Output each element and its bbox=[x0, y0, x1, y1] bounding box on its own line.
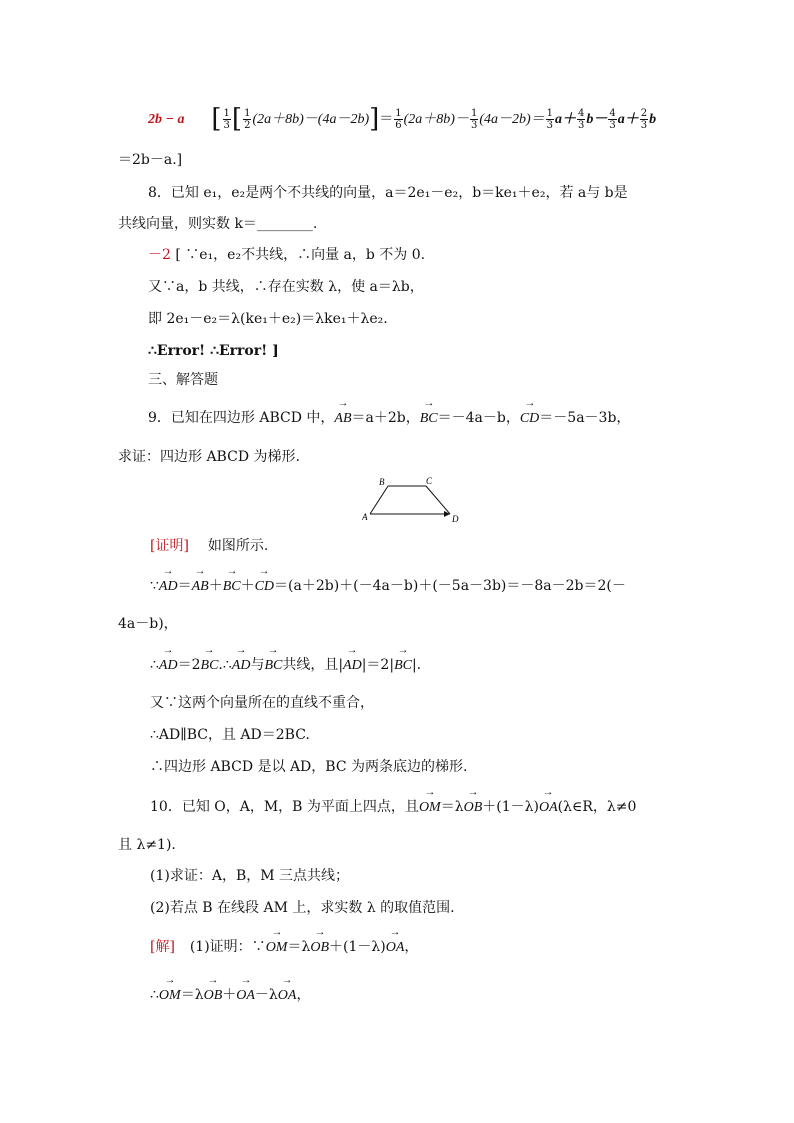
bracket-left: [ bbox=[211, 104, 222, 134]
proof9-line5: ∴AD∥BC，且 AD＝2BC. bbox=[150, 727, 310, 743]
solution-text: ＋(1－λ) bbox=[329, 939, 386, 955]
solution-text: ∴ bbox=[150, 987, 159, 1003]
vector-om: → OM bbox=[159, 986, 181, 1006]
fraction: $\frac{1}{3}$ bbox=[470, 107, 478, 131]
proof9-header bbox=[150, 536, 268, 556]
solution-text: ＝λ bbox=[180, 987, 204, 1003]
vector-bc: → BC bbox=[420, 409, 438, 429]
expression: b－ bbox=[586, 112, 608, 127]
vector-oa: → OA bbox=[278, 986, 297, 1006]
fraction: $\frac{1}{3}$ bbox=[546, 107, 554, 131]
vector-ob: → OB bbox=[310, 938, 329, 958]
proof9-line1 bbox=[150, 576, 626, 597]
question10-text: ＝λ bbox=[440, 799, 464, 815]
fraction: $\frac{1}{3}$ bbox=[223, 107, 230, 131]
question10-part2: (2)若点 B 在线段 AM 上，求实数 λ 的取值范围. bbox=[150, 900, 455, 916]
proof-text: |＝2| bbox=[361, 657, 395, 673]
solution-tag: [解] bbox=[150, 939, 175, 955]
question8-line1: 8．已知 e₁，e₂是两个不共线的向量，a＝2e₁－e₂，b＝ke₁＋e₂，若 a与 b是 bbox=[148, 185, 628, 201]
fraction: $\frac{1}{2}$ bbox=[244, 107, 251, 131]
vector-oa: → OA bbox=[236, 986, 255, 1006]
proof-text: ∵ bbox=[150, 578, 159, 594]
vector-bc: → BC bbox=[223, 577, 241, 597]
answer8-line4: ∴Error! ∴Error! ] bbox=[148, 343, 279, 359]
answer8-line3: 即 2e₁－e₂＝λ(ke₁＋e₂)＝λke₁＋λe₂. bbox=[148, 311, 388, 327]
question10-line2: 且 λ≠1). bbox=[118, 837, 176, 853]
expression: (2a＋8b)－(4a－2b) bbox=[252, 112, 370, 127]
vector-bc: → BC bbox=[264, 656, 282, 676]
answer7-value: 2b − a bbox=[148, 112, 185, 127]
label-c: C bbox=[426, 476, 433, 486]
bracket-right: ] bbox=[369, 104, 380, 134]
question10-text: (λ∈R，λ≠0 bbox=[557, 799, 637, 815]
proof-text: ＝(a＋2b)＋(－4a－b)＋(－5a－3b)＝－8a－2b＝2(－ bbox=[274, 578, 626, 594]
proof9-line3 bbox=[150, 655, 421, 676]
vector-bc: → BC bbox=[394, 656, 412, 676]
proof9-line4: 又∵这两个向量所在的直线不重合， bbox=[150, 695, 374, 711]
proof-text: 与 bbox=[250, 657, 265, 673]
vector-oa: → OA bbox=[539, 798, 558, 818]
proof-intro: 如图所示. bbox=[207, 538, 269, 554]
answer7-line bbox=[148, 104, 656, 134]
proof-text: 共线，且| bbox=[282, 657, 344, 673]
vector-cd: → CD bbox=[255, 577, 274, 597]
question9-line1 bbox=[148, 408, 630, 429]
question9-line2: 求证：四边形 ABCD 为梯形. bbox=[118, 449, 300, 465]
vector-bc: → BC bbox=[201, 656, 219, 676]
vector-om: → OM bbox=[419, 798, 441, 818]
fraction: $\frac{4}{3}$ bbox=[578, 107, 585, 131]
proof-text: ＝ bbox=[177, 578, 192, 594]
solution-text: ， bbox=[404, 939, 419, 955]
vector-ad: → AD bbox=[343, 656, 362, 676]
solution-text: ， bbox=[296, 987, 311, 1003]
question10-text: ＋(1－λ) bbox=[482, 799, 539, 815]
proof9-line2: 4a－b)， bbox=[118, 616, 178, 632]
solution-text: (1)证明：∵ bbox=[189, 939, 266, 955]
proof-text: ＝2 bbox=[177, 657, 201, 673]
vector-ad: → AD bbox=[159, 577, 178, 597]
fraction: $\frac{2}{3}$ bbox=[640, 107, 648, 131]
solution-text: －λ bbox=[254, 987, 278, 1003]
expression: (2a＋8b)－ bbox=[403, 112, 469, 127]
section-heading: 三、解答题 bbox=[148, 372, 218, 388]
proof-text: ∴ bbox=[150, 657, 159, 673]
answer8-text: [ ∵e₁，e₂不共线，∴向量 a，b 不为 0. bbox=[175, 247, 426, 263]
answer8-line2: 又∵a，b 共线，∴存在实数 λ，使 a＝λb， bbox=[148, 279, 424, 295]
vector-oa: → OA bbox=[386, 938, 405, 958]
equals: ＝ bbox=[379, 111, 394, 127]
question9-text: 9．已知在四边形 ABCD 中， bbox=[148, 410, 335, 426]
label-d: D bbox=[452, 514, 459, 524]
answer7-continuation: ＝2b－a.] bbox=[118, 152, 183, 168]
answer8-value: －2 bbox=[148, 247, 171, 263]
question9-text: ＝－4a－b， bbox=[437, 410, 520, 426]
vector-ab: → AB bbox=[334, 409, 351, 429]
label-a: A bbox=[362, 512, 368, 522]
proof-text: .∴ bbox=[218, 657, 232, 673]
question10-line1 bbox=[150, 797, 636, 818]
vector-ob: → OB bbox=[204, 986, 223, 1006]
expression: a＋ bbox=[617, 112, 639, 127]
expression: (4a－2b)＝ bbox=[479, 112, 545, 127]
edge-cd bbox=[426, 486, 450, 514]
expression: b bbox=[649, 112, 657, 127]
solution10-line2 bbox=[150, 985, 310, 1006]
vector-om: → OM bbox=[266, 938, 288, 958]
expression: a＋ bbox=[555, 112, 577, 127]
bracket-left-inner: [ bbox=[231, 104, 243, 134]
vector-ad: → AD bbox=[159, 656, 178, 676]
arrowhead-d bbox=[444, 511, 450, 517]
question10-part1: (1)求证：A，B，M 三点共线； bbox=[150, 868, 350, 884]
solution-text: ＝λ bbox=[287, 939, 311, 955]
vector-ob: → OB bbox=[464, 798, 483, 818]
question9-text: ＝a＋2b， bbox=[351, 410, 420, 426]
question9-text: ＝－5a－3b， bbox=[539, 410, 631, 426]
question8-line2: 共线向量，则实数 k＝________. bbox=[118, 216, 318, 232]
proof-text: ＋ bbox=[208, 578, 223, 594]
solution-text: ＋ bbox=[222, 987, 237, 1003]
fraction: $\frac{4}{3}$ bbox=[609, 107, 616, 131]
proof-text: ＋ bbox=[240, 578, 255, 594]
vector-ad: → AD bbox=[232, 656, 251, 676]
question10-text: 10．已知 O，A，M，B 为平面上四点，且 bbox=[150, 799, 419, 815]
fraction: $\frac{1}{6}$ bbox=[395, 107, 402, 131]
trapezoid-figure bbox=[362, 474, 466, 526]
answer8-line1 bbox=[148, 245, 425, 265]
vector-cd: → CD bbox=[520, 409, 539, 429]
label-b: B bbox=[379, 477, 385, 487]
proof9-line6: ∴四边形 ABCD 是以 AD，BC 为两条底边的梯形. bbox=[150, 759, 468, 775]
edge-ab bbox=[370, 486, 388, 514]
proof-text: |. bbox=[411, 657, 422, 673]
vector-ab: → AB bbox=[192, 577, 209, 597]
solution10-line1 bbox=[150, 937, 418, 958]
proof-tag: [证明] bbox=[150, 538, 189, 554]
